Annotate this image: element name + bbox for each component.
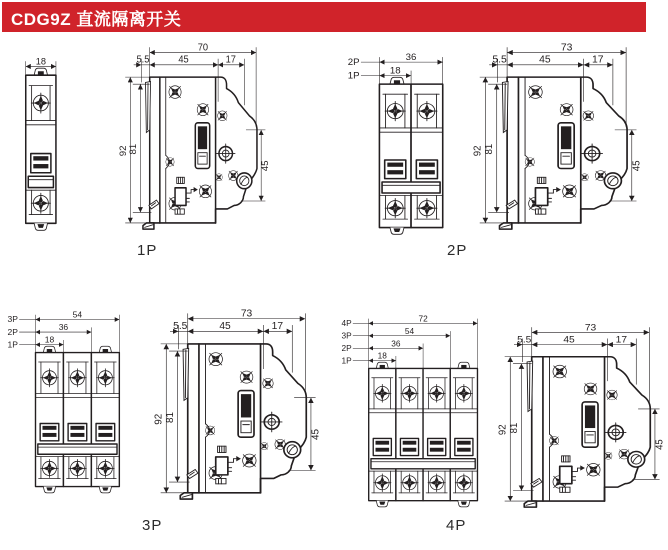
front-view-3p — [6, 310, 124, 496]
p2-side-dim-total: 73 — [560, 42, 573, 54]
p3-front-body — [36, 346, 120, 493]
p3-side-dim-right: 17 — [271, 321, 284, 333]
p4-front-dim-72: 72 — [418, 313, 428, 324]
p1-side-dim-total: 70 — [197, 42, 209, 54]
p2-side-dim-height-inner: 81 — [483, 143, 496, 155]
p3-side-dim-height-outer: 92 — [153, 413, 165, 425]
p1-side-dim-right: 17 — [225, 54, 236, 66]
p2-side-dim-offset: 5.5 — [492, 54, 507, 66]
p4-front-dim-18: 18 — [377, 350, 387, 361]
p4-front-pole-label-2p: 2P — [341, 342, 352, 353]
p4-front-dim-54: 54 — [404, 325, 415, 336]
p1-side-dim-depth: 45 — [260, 160, 271, 172]
p1-side-dim-offset: 5.5 — [136, 54, 150, 66]
p1-side-dim-height-inner: 81 — [128, 143, 140, 155]
p3-side-dim-offset: 5.5 — [173, 321, 188, 333]
p3-side-dim-total: 73 — [240, 308, 253, 320]
p3-front-pole-label-1p: 1P — [7, 339, 18, 350]
p2-front-dim-36: 36 — [405, 52, 417, 63]
p4-front-dim-36: 36 — [391, 338, 401, 349]
p3-front-dim-54: 54 — [72, 309, 83, 320]
p4-front-pole-label-1p: 1P — [341, 355, 352, 366]
caption-1p: 1P — [137, 242, 158, 259]
p4-front-pole-label-4p: 4P — [341, 317, 352, 329]
caption-3p: 3P — [142, 517, 163, 534]
side-view-2p — [472, 42, 645, 230]
p4-side-dim-height-inner: 81 — [508, 422, 520, 434]
front-view-1p — [14, 56, 66, 232]
p2-side-dim-mid: 45 — [539, 54, 551, 66]
caption-2p: 2P — [447, 242, 468, 259]
p4-side-dim-offset: 5.5 — [517, 334, 532, 346]
side-view-3p — [153, 308, 324, 500]
p1-front-body — [26, 68, 56, 230]
p4-side-dim-depth: 45 — [654, 439, 666, 450]
side-view-4p — [497, 322, 668, 508]
p1-side-dim-height-outer: 92 — [118, 145, 130, 157]
p3-side-dim-mid: 45 — [219, 321, 231, 333]
front-view-2p — [346, 52, 448, 236]
p3-side-dim-height-inner: 81 — [164, 411, 176, 423]
front-view-4p — [340, 314, 482, 510]
header-bar — [2, 2, 646, 32]
p3-front-dim-36: 36 — [58, 322, 69, 333]
p3-side-dim-depth: 45 — [310, 429, 322, 440]
p4-front-dims — [342, 313, 478, 368]
p3-front-pole-label-2p: 2P — [7, 326, 18, 337]
page-title: CDG9Z 直流隔离开关 — [11, 9, 182, 29]
p4-side-dim-right: 17 — [615, 334, 628, 346]
p4-side-dim-total: 73 — [584, 322, 597, 334]
p2-side-dim-height-outer: 92 — [472, 145, 484, 157]
p2-front-pole-label-1p: 1P — [347, 70, 360, 82]
p4-side-dim-height-outer: 92 — [497, 424, 509, 436]
p2-front-pole-label-2p: 2P — [347, 57, 360, 69]
p3-front-pole-label-3p: 3P — [7, 314, 18, 325]
p4-side-dim-mid: 45 — [563, 334, 575, 346]
p2-side-dim-depth: 45 — [631, 160, 643, 172]
p3-front-dim-18: 18 — [44, 334, 55, 345]
p4-front-pole-label-3p: 3P — [341, 330, 352, 341]
p1-front-dim-width: 18 — [35, 55, 46, 67]
p1-side-dim-mid: 45 — [178, 54, 189, 66]
p2-front-dim-18: 18 — [389, 65, 401, 77]
p2-side-dim-right: 17 — [592, 54, 604, 66]
caption-4p: 4P — [446, 517, 467, 534]
p4-front-body — [369, 362, 478, 507]
side-view-1p — [118, 42, 273, 230]
p2-front-body — [379, 77, 442, 234]
